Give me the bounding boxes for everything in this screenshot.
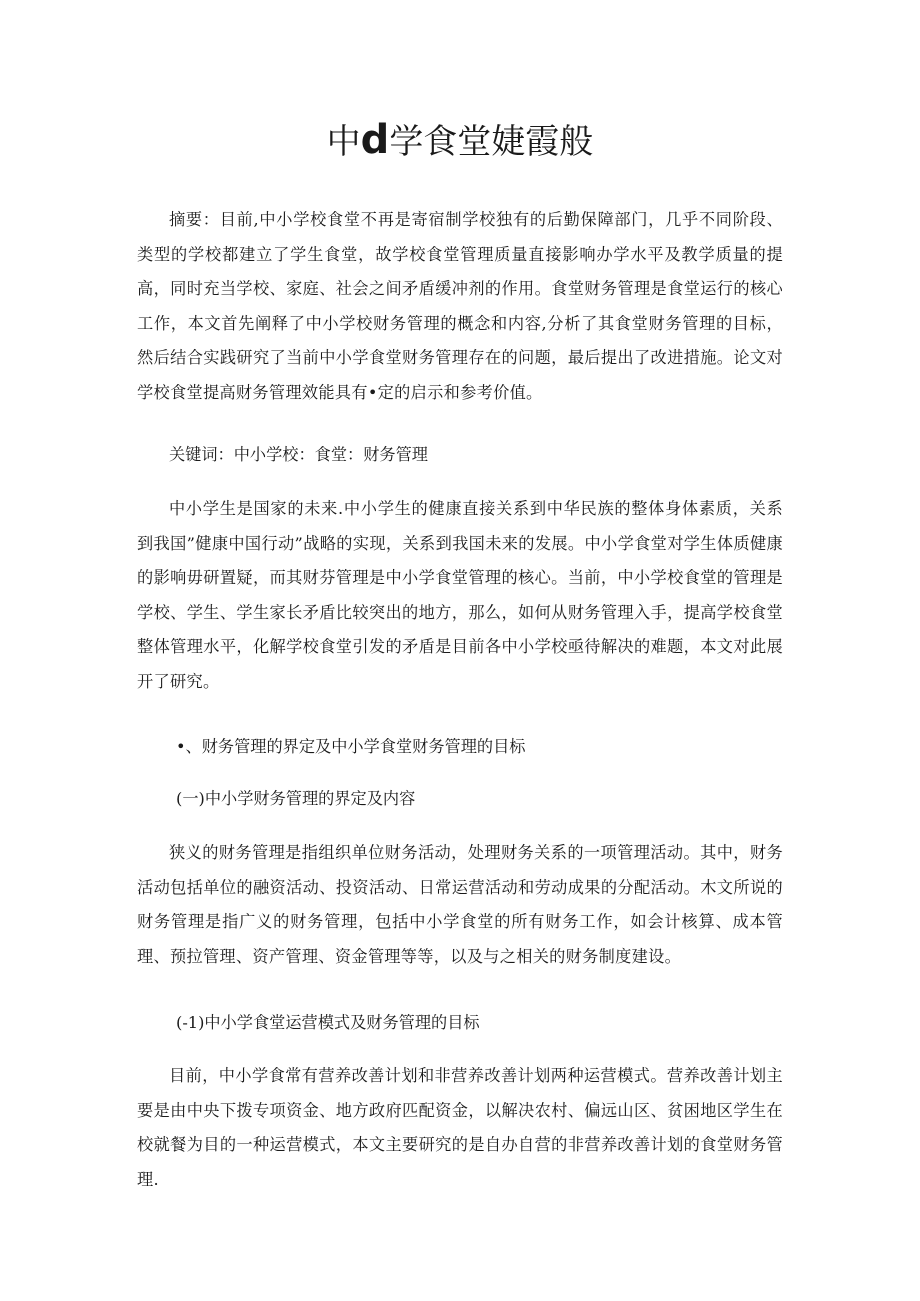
subsection-1-heading: (一)中小学财务管理的界定及内容 bbox=[176, 789, 416, 808]
title-part-1: 中 bbox=[326, 122, 361, 162]
title-part-3: 学食堂婕霞般 bbox=[389, 122, 594, 162]
keywords-line: 关键词：中小学校：食堂：财务管理 bbox=[169, 445, 428, 464]
title-part-2: d bbox=[360, 117, 390, 163]
abstract-paragraph: 摘要：目前,中小学校食堂不再是寄宿制学校独有的后勤保障部门，几乎不同阶段、类型的学校都建立了学生食堂，故学校食堂管理质量直接影响办学水平及教学质量的提高，同时充当学校、家庭、社会之间矛盾缓冲剂的作用。食堂财务管理是食堂运行的核心工作，本文首先阐释了中小学校财务管理的概念和内容,分析了其食堂财务管理的目标，然后结合实践研究了当前中小学食堂财务管理存在的问题，最后提出了改进措施。论文对学校食堂提高财务管理效能具有•定的启示和参考价值。 bbox=[137, 210, 783, 402]
document-title bbox=[0, 118, 920, 164]
intro-paragraph: 中小学生是国家的未来.中小学生的健康直接关系到中华民族的整体身体素质，关系到我国”健康中国行动”战略的实现，关系到我国未来的发展。中小学食堂对学生体质健康的影响毋研置疑，而其财芬管理是中小学食堂管理的核心。当前，中小学校食堂的管理是学校、学生、学生家长矛盾比较突出的地方，那么，如何从财务管理入手，提高学校食堂整体管理水平，化解学校食堂引发的矛盾是目前各中小学校亟待解决的难题，本文对此展开了研究。 bbox=[137, 499, 783, 691]
section-1-heading: •、财务管理的界定及中小学食堂财务管理的目标 bbox=[176, 737, 526, 756]
subsection-2-paragraph: 目前，中小学食常有营养改善计划和非营养改善计划两种运营模式。营养改善计划主要是由中央下拨专项资金、地方政府匹配资金，以解决农村、偏远山区、贫困地区学生在校就餐为目的一种运营模式，本文主要研究的是自办自营的非营养改善计划的食堂财务管理. bbox=[137, 1066, 783, 1189]
subsection-2-heading: (-1)中小学食堂运营模式及财务管理的目标 bbox=[176, 1013, 480, 1032]
subsection-1-paragraph: 狭义的财务管理是指组织单位财务活动，处理财务关系的一项管理活动。其中，财务活动包括单位的融资活动、投资活动、日常运营活动和劳动成果的分配活动。木文所说的财务管理是指广义的财务管理，包括中小学食堂的所有财务工作，如会计核算、成本管理、预拉管理、资产管理、资金管理等等，以及与之相关的财务制度建设。 bbox=[137, 843, 783, 966]
